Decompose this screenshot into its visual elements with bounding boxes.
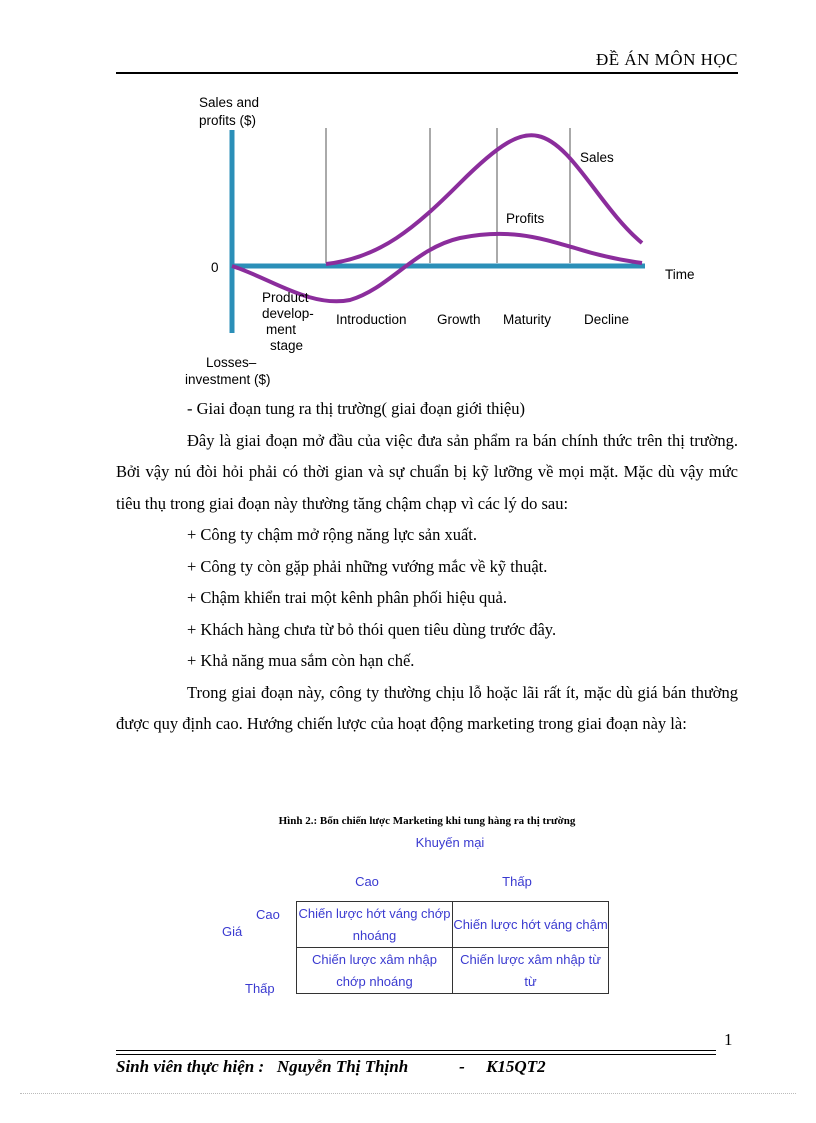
footer-name: Nguyễn Thị Thịnh (276, 1057, 409, 1076)
bullet-item: + Khả năng mua sắm còn hạn chế. (187, 651, 415, 670)
matrix-row (297, 948, 609, 994)
strategy-matrix (296, 901, 609, 994)
column-label-high: Cao (355, 874, 379, 889)
product-life-cycle-chart (180, 88, 720, 393)
bullet-item: + Công ty còn gặp phải những vướng mắc về kỹ thuật. (187, 556, 548, 576)
x-axis-label: Time (665, 267, 695, 282)
footer-rule (116, 1054, 716, 1055)
stage-label-growth: Growth (437, 312, 481, 327)
stage-label-product-line1: Product (262, 290, 309, 305)
y-label-bottom-line2: investment ($) (185, 372, 271, 387)
figure-2-caption: Hình 2.: Bốn chiến lược Marketing khi tung hàng ra thị trường (278, 815, 576, 827)
footer-author (116, 1057, 546, 1077)
bullet-item: + Công ty chậm mở rộng năng lực sản xuất. (187, 525, 478, 544)
footer-label: Sinh viên thực hiện : (116, 1057, 265, 1076)
y-label-top-line1: Sales and (199, 95, 260, 110)
footer-class: K15QT2 (486, 1057, 546, 1076)
footer-separator: - (459, 1057, 465, 1076)
body-text (116, 393, 738, 740)
header-rule (116, 72, 738, 74)
y-label-top-line2: profits ($) (199, 113, 257, 128)
footer-rule (116, 1050, 716, 1051)
page-number: 1 (724, 1030, 733, 1049)
promotion-label: Khuyến mại (415, 835, 485, 850)
stage-label-product-line4: stage (270, 338, 304, 353)
column-label-low: Thấp (502, 874, 532, 889)
stage-label-maturity: Maturity (503, 312, 552, 327)
bottom-dotted-rule (20, 1093, 796, 1094)
stage-label-product-line3: ment (266, 322, 297, 337)
price-label: Giá (222, 924, 243, 939)
section-heading: - Giai đoạn tung ra thị trường( giai đoạn giới thiệu) (187, 399, 525, 418)
matrix-cell-slow-penetration: Chiến lược xâm nhập từ từ (453, 948, 609, 994)
stage-label-introduction: Introduction (336, 312, 407, 327)
series-label-sales: Sales (580, 150, 614, 165)
row-label-high: Cao (256, 907, 280, 922)
paragraph-2: Trong giai đoạn này, công ty thường chịu lỗ hoặc lãi rất ít, mặc dù giá bán thường được quy định cao. Hướng chiến lược của hoạt động marketing trong giai đoạn này là: (116, 682, 738, 733)
zero-label: 0 (211, 260, 219, 275)
header-title: ĐỀ ÁN MÔN HỌC (595, 50, 738, 69)
stage-label-product-line2: develop- (262, 306, 314, 321)
bullet-item: + Chậm khiển trai một kênh phân phối hiệu quả. (187, 588, 507, 607)
series-label-profits: Profits (506, 211, 545, 226)
stage-label-decline: Decline (584, 312, 630, 327)
bullet-item: + Khách hàng chưa từ bỏ thói quen tiêu dùng trước đây. (187, 619, 557, 639)
row-label-low: Thấp (245, 981, 275, 996)
paragraph-1: Đây là giai đoạn mở đầu của việc đưa sản phẩm ra bán chính thức trên thị trường. Bởi vậy nú đòi hỏi phải có thời gian và sự chuẩn bị kỹ lưỡng về mọi mặt. Mặc dù vậy mức tiêu thụ trong giai đoạn này thường tăng chậm chạp vì các lý do sau: (116, 430, 738, 513)
matrix-row (297, 902, 609, 948)
matrix-cell-rapid-penetration: Chiến lược xâm nhập chớp nhoáng (297, 948, 453, 994)
y-label-bottom-line1: Losses– (206, 355, 257, 370)
matrix-cell-rapid-skimming: Chiến lược hớt váng chớp nhoáng (297, 902, 453, 948)
matrix-cell-slow-skimming: Chiến lược hớt váng chậm (453, 902, 609, 948)
